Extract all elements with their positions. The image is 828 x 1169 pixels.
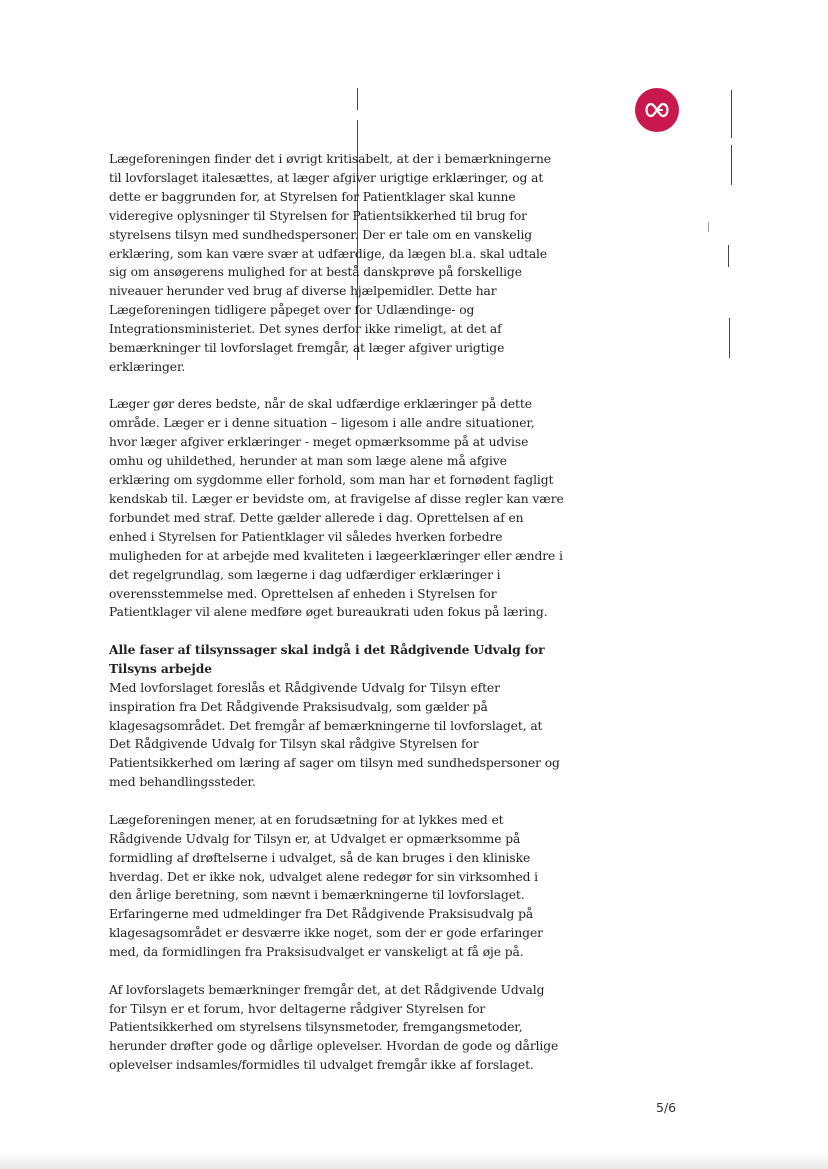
paragraph: Af lovforslagets bemærkninger fremgår det, at det Rådgivende Udvalg for Tilsyn er et forum, hvor deltagerne rådgiver Styrelsen for Patientsikkerhed om styrelsens tilsynsmetoder, fremgangsmetoder, herunder drøfter gode og dårlige oplevelser. Hvordan de gode og dårlige oplevelser indsamles/formidles til udvalget fremgår ikke af forslaget. (109, 982, 559, 1073)
paragraph: Læger gør deres bedste, når de skal udfærdige erklæringer på dette område. Læger er i denne situation – ligesom i alle andre situationer, hvor læger afgiver erklæringer - meget opmærksomme på at udvise omhu og uhildethed, herunder at man som læge alene må afgive erklæring om sygdomme eller forhold, som man har et fornødent fagligt kendskab til. Læger er bevidste om, at fravigelse af disse regler kan være forbundet med straf. Dette gælder allerede i dag. Oprettelsen af en enhed i Styrelsen for Patientklager vil således hverken forbedre muligheden for at arbejde med kvaliteten i lægeerklæringer eller ændre i det regelgrundlag, som lægerne i dag udfærdiger erklæringer i overensstemmelse med. Oprettelsen af enheden i Styrelsen for Patientklager vil alene medføre øget bureaukrati uden fokus på læring. (109, 397, 564, 620)
scan-line (708, 222, 709, 232)
scan-line (728, 245, 729, 267)
page-number: 5/6 (656, 1100, 677, 1115)
scan-edge (0, 1152, 828, 1169)
scan-line (357, 88, 358, 110)
paragraph: Med lovforslaget foreslås et Rådgivende Udvalg for Tilsyn efter inspiration fra Det Rådgivende Praksisudvalg, som gælder på klagesagsområdet. Det fremgår af bemærkningerne til lovforslaget, at Det Rådgivende Udvalg for Tilsyn skal rådgive Styrelsen for Patientsikkerhed om læring af sager om tilsyn med sundhedspersoner og med behandlingssteder. (109, 680, 560, 790)
scan-line (731, 90, 732, 138)
scan-line (729, 318, 730, 358)
document-body (109, 150, 564, 1094)
section-heading: Alle faser af tilsynssager skal indgå i det Rådgivende Udvalg for Tilsyns arbejde (109, 641, 545, 676)
paragraph: Lægeforeningen mener, at en forudsætning for at lykkes med et Rådgivende Udvalg for Tilsyn er, at Udvalget er opmærksomme på formidling af drøftelserne i udvalget, så de kan bruges i den kliniske hverdag. Det er ikke nok, udvalget alene redegør for sin virksomhed i den årlige beretning, som nævnt i bemærkningerne til lovforslaget. Erfaringerne med udmeldinger fra Det Rådgivende Praksisudvalg på klagesagsområdet er desværre ikke noget, som der er gode erfaringer med, da formidlingen fra Praksisudvalget er vanskeligt at få øje på. (109, 812, 543, 960)
scan-line (731, 145, 732, 185)
paragraph: Lægeforeningen finder det i øvrigt kritisabelt, at der i bemærkningerne til lovforslaget italesættes, at læger afgiver urigtige erklæringer, og at dette er baggrunden for, at Styrelsen for Patientklager skal kunne videregive oplysninger til Styrelsen for Patientsikkerhed til brug for styrelsens tilsyn med sundhedspersoner. Der er tale om en vanskelig erklæring, som kan være svær at udfærdige, da lægen bl.a. skal udtale sig om ansøgerens mulighed for at bestå danskprøve på forskellige niveauer herunder ved brug af diverse hjælpemidler. Dette har Lægeforeningen tidligere påpeget over for Udlændinge- og Integrationsministeriet. Det synes derfor ikke rimeligt, at det af bemærkninger til lovforslaget fremgår, at læger afgiver urigtige erklæringer. (109, 152, 551, 374)
linked-rings-logo-icon (635, 88, 679, 132)
